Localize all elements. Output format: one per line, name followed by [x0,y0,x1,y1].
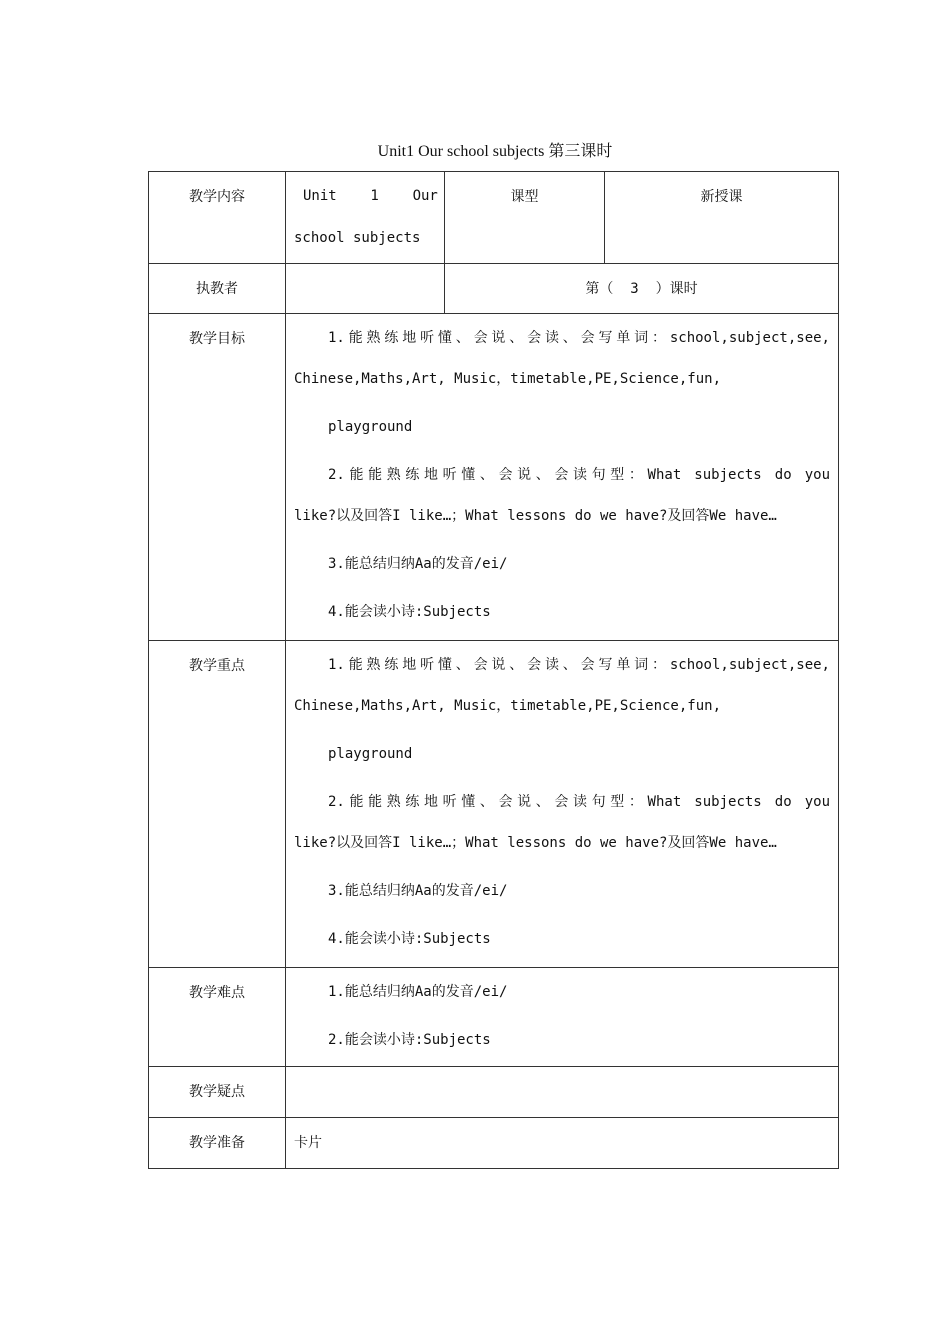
difficulties-content [286,968,839,1067]
difficulty-line: 2.能会读小诗:Subjects [328,1032,491,1048]
row-teacher [149,264,839,314]
objective-line: 2.能能熟练地听懂、会说、会读句型：What subjects do you [328,467,830,483]
objectives-content [286,314,839,641]
row-difficulties [149,968,839,1067]
objective-line: 1.能熟练地听懂、会说、会读、会写单词：school,subject,see, [328,330,830,346]
teacher-value [286,264,445,314]
row-preparation [149,1118,839,1169]
objective-line: playground [328,419,413,435]
label-preparation: 教学准备 [149,1118,286,1169]
key-point-line: like?以及回答I like…；What lessons do we have?及回答We have… [294,835,777,851]
label-teaching-content: 教学内容 [149,172,286,264]
content-line-2: school subjects [294,230,421,246]
label-doubts: 教学疑点 [149,1067,286,1118]
objective-line: 3.能总结归纳Aa的发音/ei/ [328,556,508,572]
row-key-points [149,641,839,968]
row-objectives [149,314,839,641]
teaching-content-value [286,172,445,264]
key-point-line: 2.能能熟练地听懂、会说、会读句型：What subjects do you [328,794,830,810]
objective-line: like?以及回答I like…；What lessons do we have?及回答We have… [294,508,777,524]
lesson-type-value: 新授课 [605,172,839,264]
label-key-points: 教学重点 [149,641,286,968]
key-point-line: 3.能总结归纳Aa的发音/ei/ [328,883,508,899]
label-teacher: 执教者 [149,264,286,314]
period-value: 第（ 3 ）课时 [445,264,839,314]
row-teaching-content [149,172,839,264]
label-objectives: 教学目标 [149,314,286,641]
key-point-line: 4.能会读小诗:Subjects [328,931,491,947]
label-difficulties: 教学难点 [149,968,286,1067]
lesson-plan-table [148,171,839,1169]
preparation-value: 卡片 [286,1118,839,1169]
doubts-value [286,1067,839,1118]
key-point-line: playground [328,746,413,762]
difficulty-line: 1.能总结归纳Aa的发音/ei/ [328,984,508,1000]
content-line-1: Unit 1 Our [303,188,438,204]
key-point-line: 1.能熟练地听懂、会说、会读、会写单词：school,subject,see, [328,657,830,673]
key-points-content [286,641,839,968]
objective-line: 4.能会读小诗:Subjects [328,604,491,620]
document-title: Unit1 Our school subjects 第三课时 [377,143,613,160]
label-lesson-type: 课型 [445,172,605,264]
key-point-line: Chinese,Maths,Art, Music，timetable,PE,Science,fun, [294,698,722,714]
objective-line: Chinese,Maths,Art, Music，timetable,PE,Science,fun, [294,371,722,387]
row-doubts [149,1067,839,1118]
